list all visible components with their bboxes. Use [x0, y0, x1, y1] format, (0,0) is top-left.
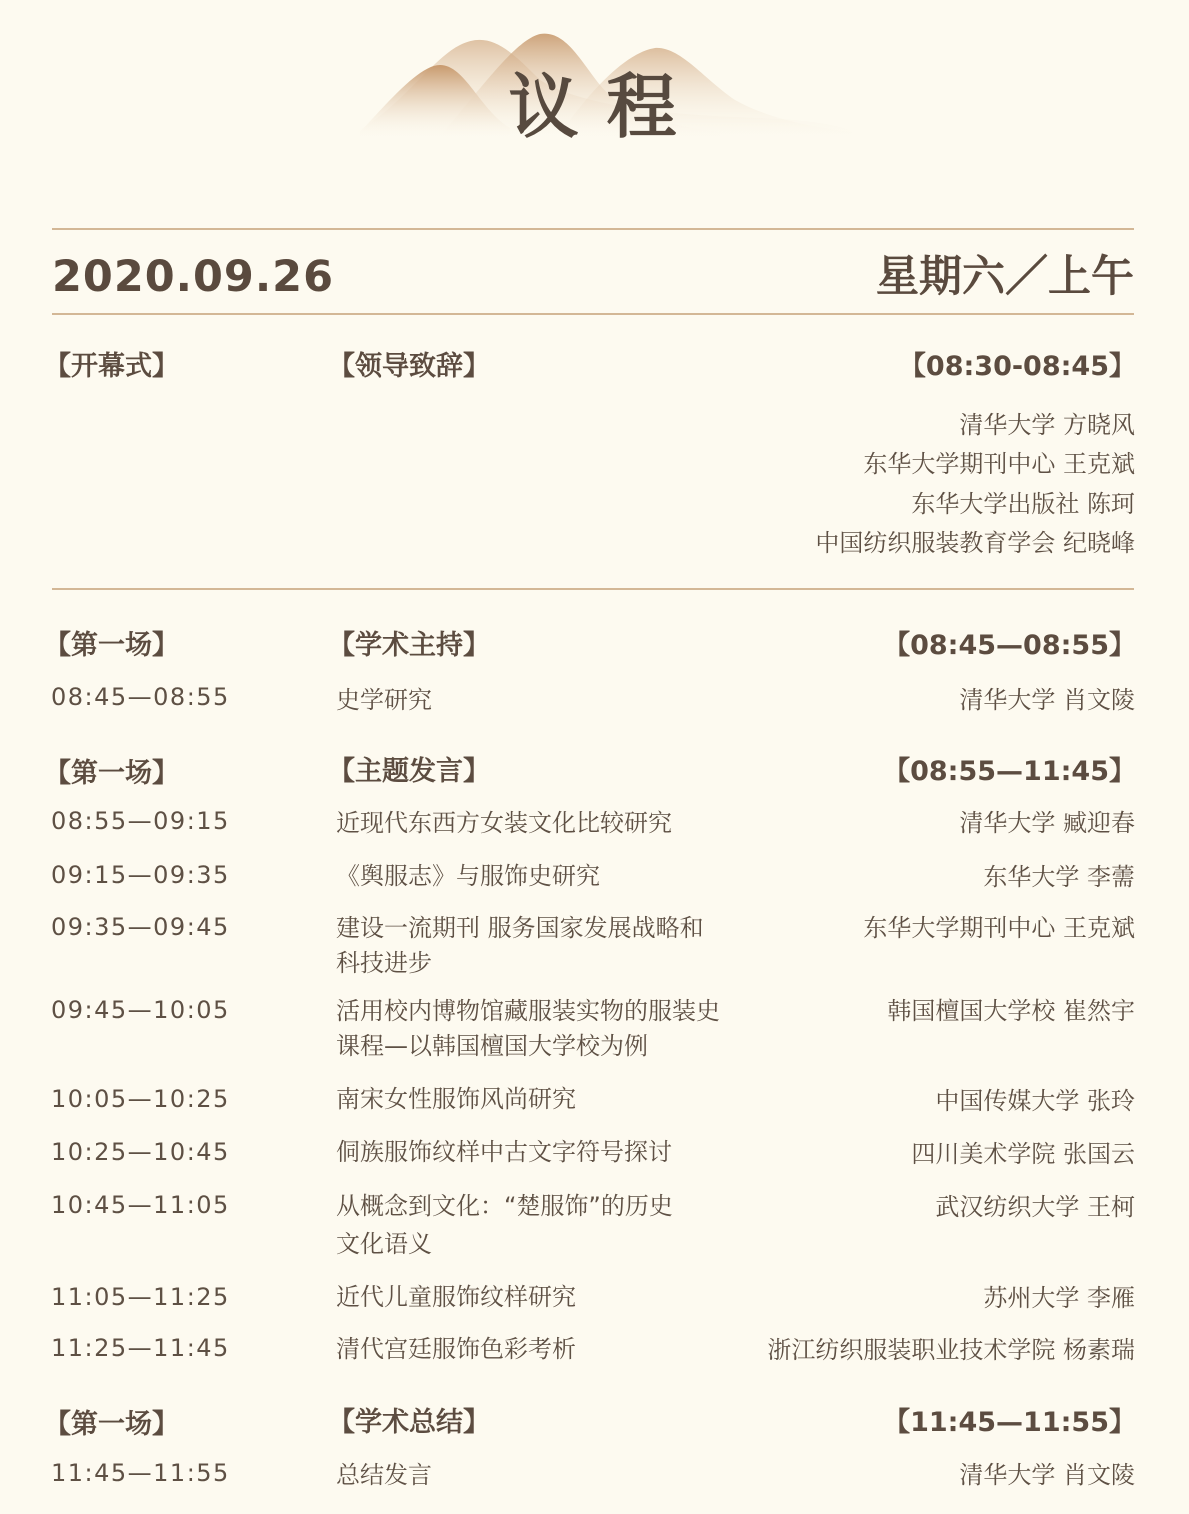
agenda-row-topic: 清代宫廷服饰色彩考析: [336, 1335, 576, 1363]
agenda-row-topic: 总结发言: [336, 1461, 432, 1489]
divider-date: [52, 313, 1134, 315]
agenda-row-time: 08:45—08:55: [51, 683, 230, 711]
opening-speaker: 中国纺织服装教育学会 纪晓峰: [815, 529, 1135, 557]
agenda-row-time: 11:45—11:55: [51, 1459, 230, 1487]
session-section-label: 【第一场】: [44, 630, 179, 661]
agenda-row-topic: 《舆服志》与服饰史研究: [336, 862, 600, 890]
opening-time-label: 【08:30-08:45】: [898, 351, 1136, 382]
opening-speaker: 清华大学 方晓风: [959, 411, 1135, 439]
divider-opening: [52, 588, 1134, 590]
agenda-row-speaker: 东华大学 李薷: [983, 863, 1135, 891]
session-section-label: 【第一场】: [44, 1409, 179, 1440]
agenda-row-speaker: 韩国檀国大学校 崔然宇: [887, 997, 1135, 1025]
session-time-label: 【08:55—11:45】: [883, 756, 1136, 787]
session-activity-label: 【学术总结】: [328, 1407, 490, 1438]
agenda-row-speaker: 苏州大学 李雁: [983, 1284, 1135, 1312]
agenda-row-time: 11:05—11:25: [51, 1283, 230, 1311]
session-section-label: 【第一场】: [44, 758, 179, 789]
agenda-row-speaker: 清华大学 臧迎春: [959, 809, 1135, 837]
agenda-row-topic-line2: 课程—以韩国檀国大学校为例: [336, 1032, 648, 1060]
agenda-row-speaker: 武汉纺织大学 王柯: [935, 1193, 1135, 1221]
agenda-row-topic: 近现代东西方女装文化比较研究: [336, 809, 672, 837]
agenda-row-speaker: 中国传媒大学 张玲: [935, 1087, 1135, 1115]
page-title: 议程: [508, 66, 705, 148]
agenda-row-speaker: 清华大学 肖文陵: [959, 686, 1135, 714]
agenda-row-topic-line2: 科技进步: [336, 949, 432, 977]
agenda-row-time: 09:35—09:45: [51, 913, 230, 941]
agenda-row-speaker: 四川美术学院 张国云: [911, 1140, 1135, 1168]
agenda-row-topic: 活用校内博物馆藏服装实物的服装史: [336, 997, 720, 1025]
weekday-label: 星期六／上午: [876, 252, 1134, 302]
agenda-row-time: 09:15—09:35: [51, 861, 230, 889]
page-header: [0, 0, 1189, 170]
agenda-row-topic: 近代儿童服饰纹样研究: [336, 1283, 576, 1311]
opening-section-label: 【开幕式】: [44, 351, 179, 382]
opening-activity-label: 【领导致辞】: [328, 351, 490, 382]
opening-speaker: 东华大学出版社 陈珂: [911, 490, 1135, 518]
session-time-label: 【11:45—11:55】: [883, 1407, 1136, 1438]
agenda-row-topic-line2: 文化语义: [336, 1230, 432, 1258]
agenda-row-topic: 南宋女性服饰风尚研究: [336, 1085, 576, 1113]
session-activity-label: 【学术主持】: [328, 630, 490, 661]
divider-top: [52, 228, 1134, 230]
agenda-row-time: 10:45—11:05: [51, 1191, 230, 1219]
agenda-row-topic: 史学研究: [336, 686, 432, 714]
agenda-row-time: 08:55—09:15: [51, 807, 230, 835]
agenda-row-speaker: 清华大学 肖文陵: [959, 1461, 1135, 1489]
opening-speaker: 东华大学期刊中心 王克斌: [863, 450, 1135, 478]
agenda-row-topic: 建设一流期刊 服务国家发展战略和: [336, 914, 704, 942]
agenda-row-speaker: 东华大学期刊中心 王克斌: [863, 914, 1135, 942]
agenda-row-time: 10:05—10:25: [51, 1085, 230, 1113]
agenda-row-topic: 侗族服饰纹样中古文字符号探讨: [336, 1138, 672, 1166]
agenda-row-topic: 从概念到文化：“楚服饰”的历史: [336, 1192, 673, 1220]
session-time-label: 【08:45—08:55】: [883, 630, 1136, 661]
session-activity-label: 【主题发言】: [328, 756, 490, 787]
agenda-row-time: 10:25—10:45: [51, 1138, 230, 1166]
agenda-row-speaker: 浙江纺织服装职业技术学院 杨素瑞: [767, 1336, 1135, 1364]
agenda-row-time: 09:45—10:05: [51, 996, 230, 1024]
agenda-row-time: 11:25—11:45: [51, 1334, 230, 1362]
date-label: 2020.09.26: [52, 252, 335, 302]
